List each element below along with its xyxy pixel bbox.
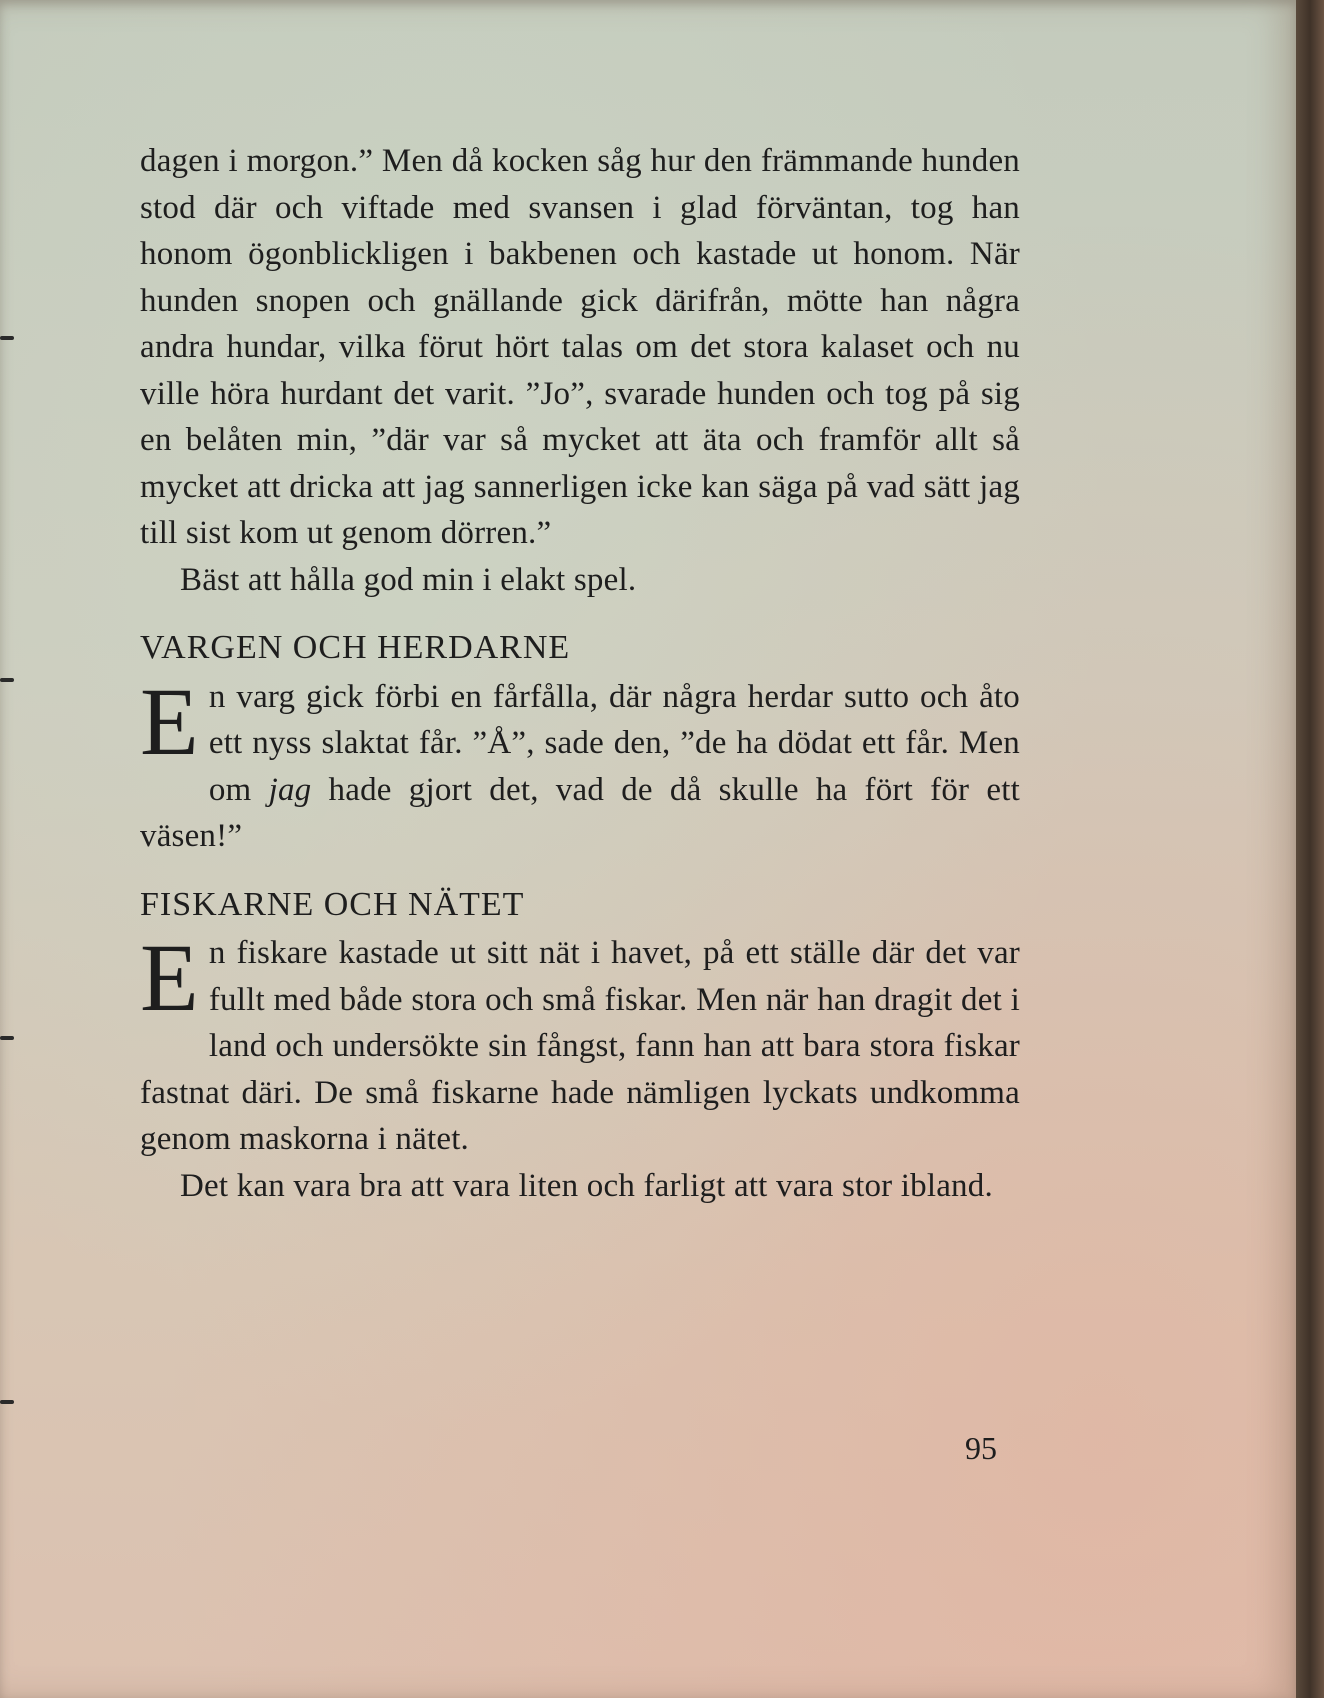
emphasis-word: jag (268, 771, 312, 808)
binding-mark (0, 1036, 14, 1040)
fable-text-vargen (140, 667, 1020, 860)
page-number: 95 (965, 1430, 997, 1466)
drop-cap: E (140, 924, 199, 1031)
drop-cap: E (140, 667, 199, 775)
page-edge (1296, 0, 1324, 1698)
moral-dog: Bäst att hålla god min i elakt spel. (180, 561, 637, 598)
fable-text-fiskarne (140, 924, 1020, 1163)
text-block (140, 138, 1020, 1209)
fable-text-part: n varg gick förbi en fårfålla, där några herdar sutto och åto ett nyss slaktat får. ”Å”, sade den, ”de ha dödat ett får. Men om (208, 678, 1020, 808)
fable-text-part: n fiskare kastade ut sitt nät i havet, på ett ställe där det var fullt med både stora och små fiskar. Men när han dragit det i land och undersökte sin fångst, fann han att bara stora fiskar fastnat däri. De små fiskarne hade nämligen lyckats undkomma genom maskorna i nätet. (140, 935, 1020, 1157)
fable-title-vargen: VARGEN OCH HERDARNE (140, 629, 571, 666)
fable-title-fiskarne: FISKARNE OCH NÄTET (140, 885, 525, 923)
moral-fiskarne: Det kan vara bra att vara liten och farligt att vara stor ibland. (180, 1167, 993, 1204)
binding-mark (0, 678, 14, 682)
binding-mark (0, 1400, 14, 1404)
fable-text-part: hade gjort det, vad de då skulle ha fört för ett väsen!” (140, 771, 1020, 854)
paragraph-continued: dagen i morgon.” Men då kocken såg hur den främmande hunden stod där och viftade med svansen i glad förväntan, tog han honom ögonblickligen i bakbenen och kastade ut honom. När hunden snopen och gnällande gick därifrån, mötte han några andra hundar, vilka förut hört talas om det stora kalaset och nu ville höra hurdant det varit. ”Jo”, svarade hunden och tog på sig en belåten min, ”där var så mycket att äta och framför allt så mycket att dricka att jag sannerligen icke kan säga på vad sätt jag till sist kom ut genom dörren.” (140, 143, 1020, 551)
binding-mark (0, 336, 14, 340)
